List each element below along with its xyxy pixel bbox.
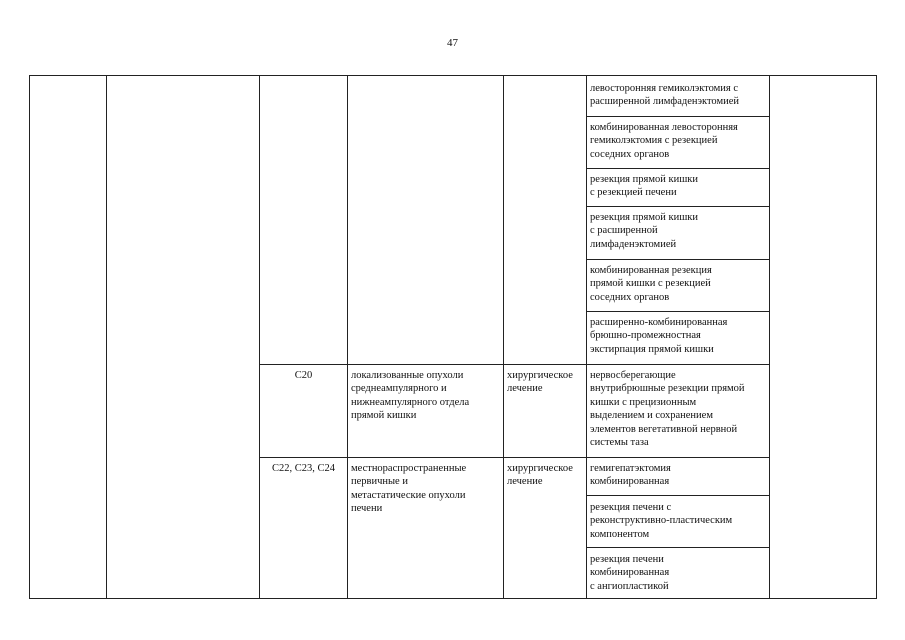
icd-code-cell: C20: [294, 370, 313, 381]
treatment-cell: хирургическое лечение: [507, 370, 573, 395]
col-divider-5: [586, 76, 587, 598]
col-divider-6: [769, 76, 770, 598]
row-separator-c20: [259, 364, 769, 365]
method-cell: нервосберегающие внутрибрюшные резекции прямой кишки с прецизионным выделением и сохранением элементов вегетативной нервной системы таза: [590, 370, 745, 449]
col-divider-2: [259, 76, 260, 598]
icd-code-cell: C22, C23, C24: [271, 463, 335, 474]
col-divider-3: [347, 76, 348, 598]
treatment-cell: хирургическое лечение: [507, 463, 573, 488]
method-cell: гемигепатэктомия комбинированная: [590, 463, 671, 488]
model-cell: местнораспространенные первичные и метастатические опухоли печени: [351, 463, 467, 515]
method-cell: резекция печени с реконструктивно-пластическим компонентом: [590, 502, 733, 540]
method-cell: резекция печени комбинированная с ангиопластикой: [590, 554, 670, 592]
method-cell: резекция прямой кишки с расширенной лимфаденэктомией: [590, 212, 699, 250]
method-cell: комбинированная резекция прямой кишки с резекцией соседних органов: [590, 265, 712, 303]
model-cell: локализованные опухоли среднеампулярного и нижнеампулярного отдела прямой кишки: [351, 370, 470, 422]
method-cell: левосторонняя гемиколэктомия с расширенной лимфаденэктомией: [590, 83, 740, 108]
col-divider-4: [503, 76, 504, 598]
method-cell: резекция прямой кишки с резекцией печени: [590, 174, 699, 199]
method-cell: комбинированная левосторонняя гемиколэктомия с резекцией соседних органов: [590, 122, 738, 160]
page-number: 47: [447, 37, 458, 49]
procedures-table: [29, 75, 877, 599]
method-cell: расширенно-комбинированная брюшно-промежностная экстирпация прямой кишки: [590, 317, 728, 355]
col-divider-1: [106, 76, 107, 598]
row-separator-c22: [259, 457, 769, 458]
